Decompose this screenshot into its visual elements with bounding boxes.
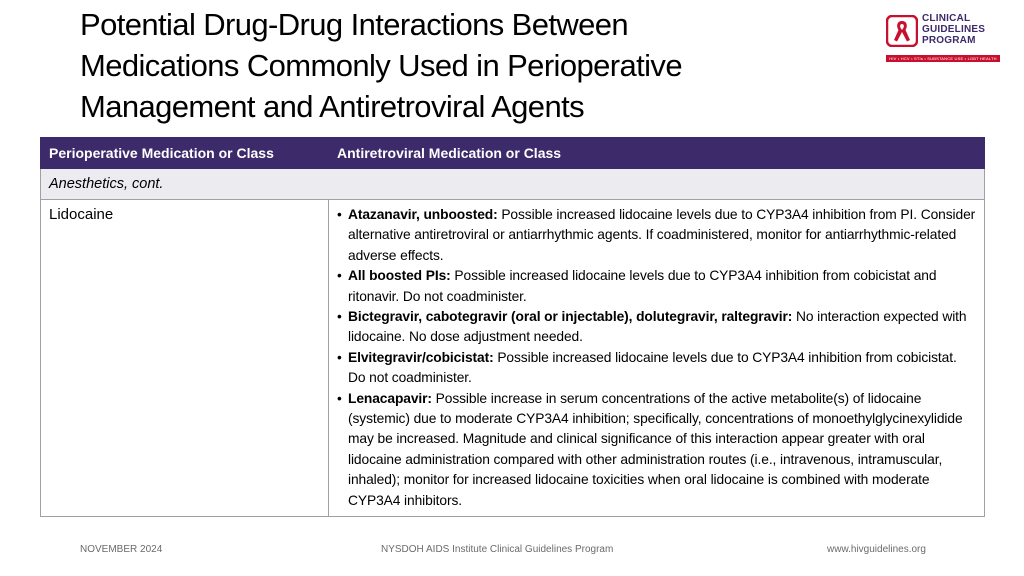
interaction-text: Possible increased lidocaine levels due to CYP3A4 inhibition from cobicistat and ritonavir. Do not coadminister. <box>348 268 937 304</box>
drug-name: All boosted PIs: <box>348 268 451 284</box>
drug-name: Bictegravir, cabotegravir (oral or injectable), dolutegravir, raltegravir: <box>348 309 793 325</box>
section-label: Anesthetics, cont. <box>41 169 985 200</box>
table-row <box>41 200 985 517</box>
list-item <box>337 205 976 266</box>
title-line-2: Medications Commonly Used in Perioperative <box>80 48 682 83</box>
logo-tagline-bar: HIV • HCV • STIs • SUBSTANCE USE • LGBT HEALTH <box>886 55 1000 62</box>
interaction-notes-cell <box>329 200 985 517</box>
list-item <box>337 348 976 389</box>
list-item <box>337 307 976 348</box>
interaction-text: Possible increased lidocaine levels due to CYP3A4 inhibition from PI. Consider alternative antiretroviral or antiarrhythmic agents. If coadministered, monitor for antiarrhythmic-related adverse effects. <box>348 207 976 263</box>
footer-program: NYSDOH AIDS Institute Clinical Guidelines Program <box>381 544 614 555</box>
drug-name: Lenacapavir: <box>348 390 432 406</box>
footer-date: NOVEMBER 2024 <box>80 544 163 555</box>
list-item <box>337 266 976 307</box>
logo-line-2: GUIDELINES <box>922 24 986 35</box>
drug-name: Elvitegravir/cobicistat: <box>348 349 494 365</box>
footer-url: www.hivguidelines.org <box>827 544 926 555</box>
section-row <box>41 169 985 200</box>
title-line-3: Management and Antiretroviral Agents <box>80 89 584 124</box>
logo-wordmark <box>922 13 985 46</box>
logo-line-3: PROGRAM <box>922 35 976 46</box>
interaction-text: No interaction expected with lidocaine. No dose adjustment needed. <box>348 309 967 345</box>
interaction-text: Possible increased lidocaine levels due to CYP3A4 inhibition from cobicistat. Do not coadminister. <box>348 349 957 386</box>
list-item <box>337 389 976 511</box>
column-header-antiretroviral: Antiretroviral Medication or Class <box>329 138 985 169</box>
interaction-list <box>337 205 976 511</box>
red-ribbon-icon <box>886 15 918 47</box>
column-header-perioperative: Perioperative Medication or Class <box>41 138 329 169</box>
table-header-row <box>41 138 985 169</box>
logo-line-1: CLINICAL <box>922 13 971 24</box>
title-line-1: Potential Drug-Drug Interactions Between <box>80 7 629 42</box>
slide-title <box>80 4 840 127</box>
clinical-guidelines-logo <box>886 13 1000 65</box>
interaction-text: Possible increase in serum concentrations of the active metabolite(s) of lidocaine (systemic) due to moderate CYP3A4 inhibition; specifically, concentrations of monoethylglycinexylidide may be increased. Magnitude and clinical significance of this interaction appear greater with oral lidocaine administration compared with other administration routes (i.e., intravenous, intramuscular, inhaled); monitor for increased lidocaine toxicities when oral lidocaine is combined with moderate CYP3A4 inhibitors. <box>348 390 963 508</box>
interaction-table <box>40 137 985 517</box>
medication-cell: Lidocaine <box>41 200 329 517</box>
drug-name: Atazanavir, unboosted: <box>348 207 498 222</box>
